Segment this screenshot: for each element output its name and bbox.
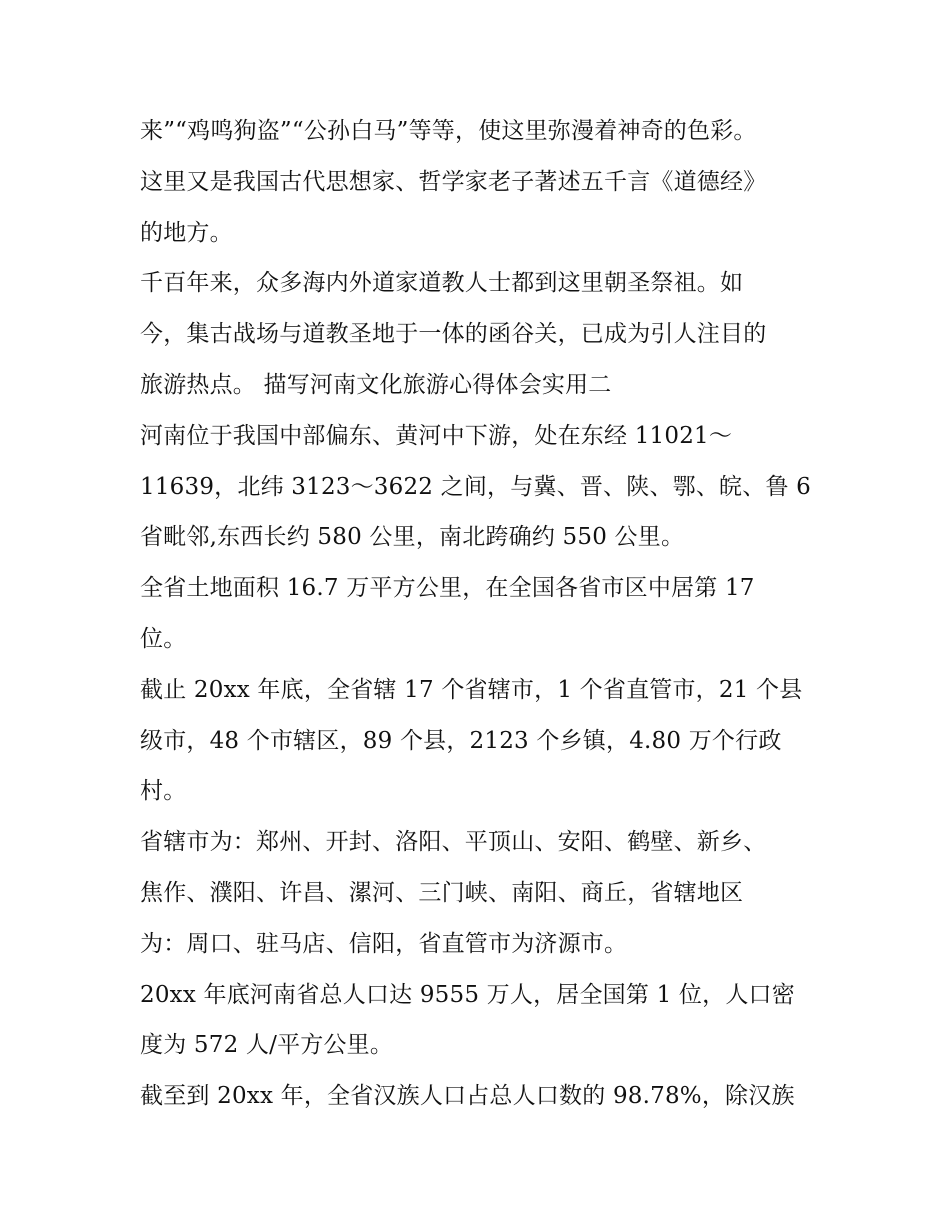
text-line: 省毗邻,东西长约 580 公里，南北跨确约 550 公里。	[140, 524, 685, 551]
text-line: 来”“鸡鸣狗盗”“公孙白马”等等，使这里弥漫着神奇的色彩。	[140, 118, 757, 144]
text-line: 村。	[140, 778, 187, 805]
text-line: 级市，48 个市辖区，89 个县，2123 个乡镇，4.80 万个行政	[140, 727, 782, 754]
text-line: 为：周口、驻马店、信阳，省直管市为济源市。	[140, 930, 628, 957]
text-line: 20xx 年底河南省总人口达 9555 万人，居全国第 1 位，人口密	[140, 981, 795, 1008]
text-line: 截止 20xx 年底，全省辖 17 个省辖市，1 个省直管市，21 个县	[140, 676, 803, 703]
text-line: 焦作、濮阳、许昌、漯河、三门峡、南阳、商丘，省辖地区	[140, 879, 744, 906]
text-line: 位。	[140, 625, 187, 652]
text-line: 省辖市为：郑州、开封、洛阳、平顶山、安阳、鹤壁、新乡、	[140, 829, 767, 856]
text-line: 的地方。	[140, 219, 233, 246]
text-line: 千百年来，众多海内外道家道教人士都到这里朝圣祭祖。如	[140, 270, 744, 297]
text-line: 截至到 20xx 年，全省汉族人口占总人口数的 98.78%，除汉族	[140, 1083, 795, 1110]
text-line: 全省土地面积 16.7 万平方公里，在全国各省市区中居第 17	[140, 575, 755, 602]
text-line: 度为 572 人/平方公里。	[140, 1032, 394, 1059]
document-body	[140, 106, 820, 1122]
text-line: 11639，北纬 3123～3622 之间，与冀、晋、陕、鄂、皖、鲁 6	[140, 473, 811, 500]
text-line: 今，集古战场与道教圣地于一体的函谷关，已成为引人注目的	[140, 321, 767, 348]
text-line: 河南位于我国中部偏东、黄河中下游，处在东经 11021～	[140, 422, 733, 449]
text-line: 旅游热点。 描写河南文化旅游心得体会实用二	[140, 371, 612, 398]
text-line: 这里又是我国古代思想家、哲学家老子著述五千言《道德经》	[140, 168, 767, 195]
